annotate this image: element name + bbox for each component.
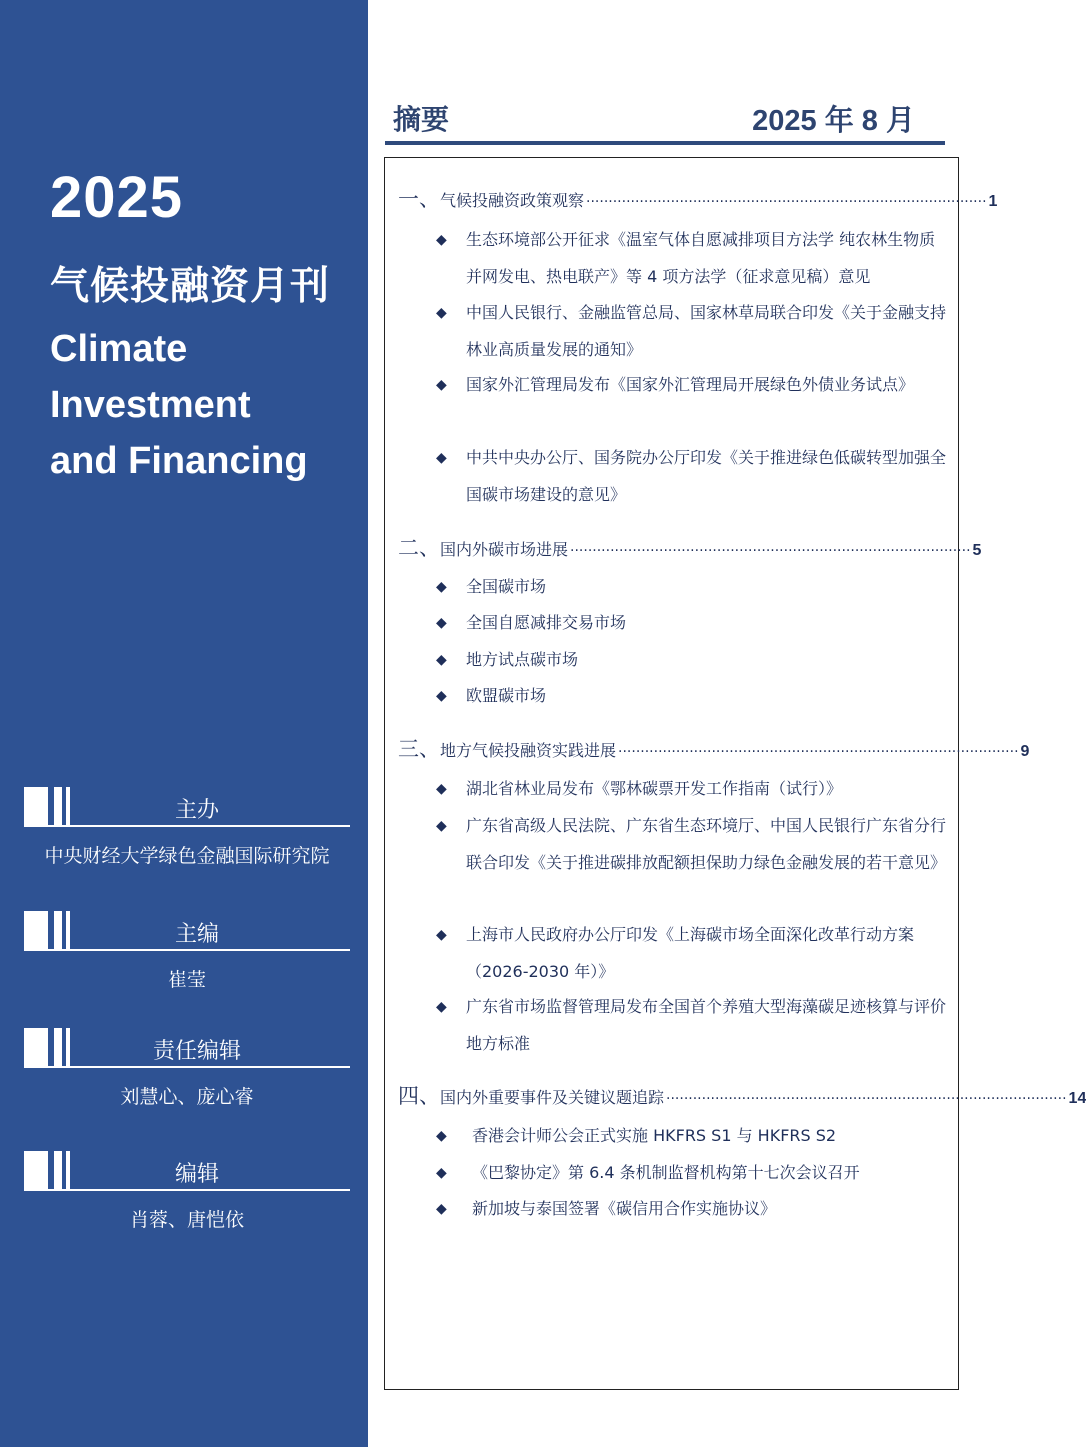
toc-item-text: 香港会计师公会正式实施 HKFRS S1 与 HKFRS S2 — [472, 1126, 837, 1145]
toc-section-2[interactable] — [398, 532, 982, 562]
section-title: 气候投融资政策观察 — [440, 191, 585, 210]
toc-item-text: 全国碳市场 — [466, 577, 547, 596]
toc-item[interactable] — [436, 678, 948, 715]
toc-item[interactable] — [436, 989, 948, 1062]
toc-section-4[interactable] — [398, 1080, 1086, 1110]
toc-item[interactable] — [436, 642, 948, 679]
credit-label: 责任编辑 — [152, 1039, 241, 1064]
diamond-bullet-icon: ◆ — [436, 652, 447, 668]
toc-item[interactable] — [436, 808, 948, 881]
toc-item-text: 中国人民银行、金融监管总局、国家林草局联合印发《关于金融支持林业高质量发展的通知》 — [466, 303, 947, 359]
journal-title-en-line2: Investment — [50, 384, 251, 426]
credit-value: 刘慧心、庞心睿 — [120, 1086, 254, 1108]
toc-item-text: 地方试点碳市场 — [466, 650, 579, 669]
diamond-bullet-icon: ◆ — [436, 579, 447, 595]
toc-item-text: 上海市人民政府办公厅印发《上海碳市场全面深化改革行动方案（2026-2030 年）》 — [466, 925, 915, 981]
credit-organizer — [24, 787, 350, 868]
toc-item-text: 广东省高级人民法院、广东省生态环境厅、中国人民银行广东省分行联合印发《关于推进碳排放配额担保助力绿色金融发展的若干意见》 — [466, 816, 947, 872]
diamond-bullet-icon: ◆ — [436, 377, 447, 393]
toc-item[interactable] — [436, 569, 948, 606]
credit-label: 编辑 — [174, 1162, 219, 1187]
section-page: 5 — [972, 542, 982, 559]
diamond-bullet-icon: ◆ — [436, 1128, 447, 1144]
toc-item-text: 广东省市场监督管理局发布全国首个养殖大型海藻碳足迹核算与评价地方标准 — [466, 997, 947, 1053]
issue-date: 2025 年 8 月 — [752, 105, 915, 137]
credit-editors — [24, 1151, 350, 1232]
credit-value: 肖蓉、唐恺依 — [129, 1209, 244, 1231]
toc-item-text: 生态环境部公开征求《温室气体自愿减排项目方法学 纯农林生物质并网发电、热电联产》等 4 项方法学（征求意见稿）意见 — [466, 230, 936, 286]
abstract-label: 摘要 — [393, 103, 450, 136]
section-number: 四、 — [398, 1084, 440, 1108]
toc-item[interactable] — [436, 605, 948, 642]
diamond-bullet-icon: ◆ — [436, 1165, 447, 1181]
credit-responsible-editor — [24, 1028, 350, 1109]
diamond-bullet-icon: ◆ — [436, 450, 447, 466]
diamond-bullet-icon: ◆ — [436, 232, 447, 248]
toc-item[interactable] — [436, 771, 948, 808]
credit-chief-editor — [24, 911, 350, 992]
abstract-header — [393, 98, 943, 138]
diamond-bullet-icon: ◆ — [436, 927, 447, 943]
section-number: 三、 — [398, 737, 440, 761]
credit-value: 中央财经大学绿色金融国际研究院 — [44, 845, 330, 867]
leader-dots: ·························································································· — [570, 543, 971, 559]
section-title: 国内外碳市场进展 — [440, 540, 569, 559]
toc-item[interactable] — [436, 367, 948, 404]
diamond-bullet-icon: ◆ — [436, 818, 447, 834]
journal-title-en-line1: Climate — [50, 328, 188, 370]
credit-label: 主办 — [174, 798, 219, 823]
toc-item[interactable] — [436, 440, 948, 513]
toc-item[interactable] — [436, 1191, 948, 1228]
toc-item[interactable] — [436, 295, 948, 368]
diamond-bullet-icon: ◆ — [436, 305, 447, 321]
toc-item-text: 湖北省林业局发布《鄂林碳票开发工作指南（试行）》 — [466, 779, 843, 798]
section-number: 二、 — [398, 536, 440, 560]
credit-label: 主编 — [174, 922, 219, 947]
toc-section-1[interactable] — [398, 183, 998, 213]
leader-dots: ·························································································· — [618, 744, 1019, 760]
toc-item-text: 《巴黎协定》第 6.4 条机制监督机构第十七次会议召开 — [472, 1163, 860, 1182]
toc-item-text: 国家外汇管理局发布《国家外汇管理局开展绿色外债业务试点》 — [466, 375, 915, 394]
toc-item-text: 新加坡与泰国签署《碳信用合作实施协议》 — [472, 1199, 777, 1218]
sidebar-year: 2025 — [50, 165, 184, 230]
toc-section-3[interactable] — [398, 733, 1030, 763]
section-page: 1 — [988, 193, 998, 210]
diamond-bullet-icon: ◆ — [436, 615, 447, 631]
section-title: 国内外重要事件及关键议题追踪 — [440, 1088, 665, 1107]
diamond-bullet-icon: ◆ — [436, 688, 447, 704]
toc-item-text: 欧盟碳市场 — [466, 686, 547, 705]
diamond-bullet-icon: ◆ — [436, 781, 447, 797]
toc-item[interactable] — [436, 917, 948, 990]
toc-item[interactable] — [436, 1118, 948, 1155]
leader-dots: ·························································································· — [586, 194, 987, 210]
diamond-bullet-icon: ◆ — [436, 999, 447, 1015]
section-number: 一、 — [398, 187, 440, 211]
journal-title-en-line3: and Financing — [50, 440, 308, 482]
toc-item[interactable] — [436, 222, 948, 295]
toc-item-text: 中共中央办公厅、国务院办公厅印发《关于推进绿色低碳转型加强全国碳市场建设的意见》 — [466, 448, 947, 504]
sidebar — [0, 0, 368, 1447]
section-page: 9 — [1020, 743, 1030, 760]
journal-title-cn: 气候投融资月刊 — [50, 264, 331, 309]
toc-item-text: 全国自愿减排交易市场 — [466, 613, 627, 632]
diamond-bullet-icon: ◆ — [436, 1201, 447, 1217]
toc-item[interactable] — [436, 1155, 948, 1192]
header-divider — [385, 141, 945, 145]
section-page: 14 — [1068, 1090, 1086, 1107]
credit-value: 崔莹 — [167, 969, 206, 991]
section-title: 地方气候投融资实践进展 — [440, 741, 617, 760]
leader-dots: ·························································································· — [666, 1091, 1067, 1107]
